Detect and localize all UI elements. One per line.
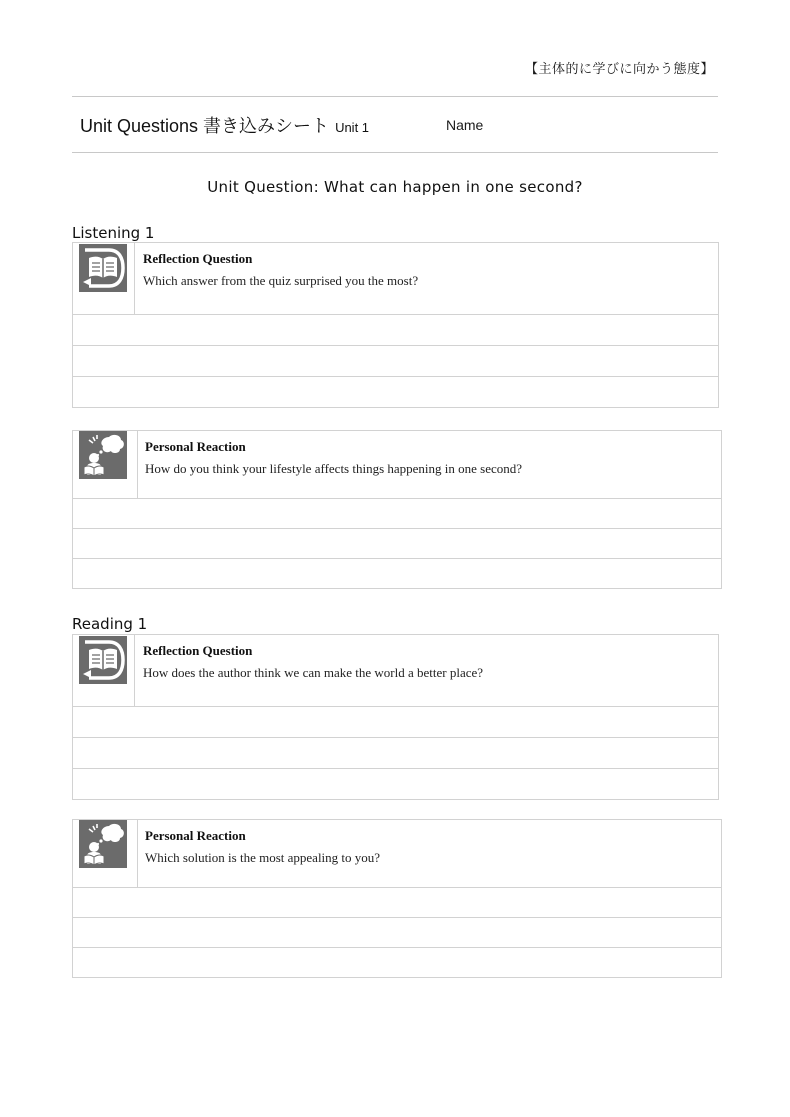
answer-line[interactable] [73, 769, 718, 799]
attitude-label: 【主体的に学びに向かう態度】 [524, 62, 714, 77]
icon-column [73, 635, 135, 706]
reaction-card-reading [72, 819, 722, 978]
reaction-question: Which solution is the most appealing to you? [145, 850, 381, 865]
reaction-card-listening [72, 430, 722, 589]
reaction-question: How do you think your lifestyle affects things happening in one second? [145, 461, 523, 476]
answer-line[interactable] [73, 918, 721, 948]
reflection-question: How does the author think we can make the world a better place? [143, 665, 484, 680]
reaction-title: Personal Reaction [145, 439, 246, 454]
icon-column [73, 243, 135, 314]
reflection-title: Reflection Question [143, 251, 253, 266]
reaction-header [73, 820, 721, 888]
answer-line[interactable] [73, 346, 718, 377]
answer-line[interactable] [73, 315, 718, 346]
unit-question: Unit Question: What can happen in one second? [207, 178, 583, 196]
book-icon [79, 244, 127, 292]
header-top-rule [72, 96, 718, 97]
reaction-header [73, 431, 721, 499]
section-label-listening: Listening 1 [72, 224, 155, 242]
answer-line[interactable] [73, 707, 718, 738]
book-icon [79, 636, 127, 684]
reflection-question: Which answer from the quiz surprised you the most? [143, 273, 419, 288]
answer-line[interactable] [73, 738, 718, 769]
reader-thought-icon [79, 820, 127, 868]
answer-line[interactable] [73, 377, 718, 407]
unit-label: Unit 1 [335, 120, 370, 135]
worksheet-title-text: Unit Questions 書き込みシート [80, 116, 330, 136]
reflection-card-reading [72, 634, 719, 800]
reaction-title: Personal Reaction [145, 828, 246, 843]
reader-thought-icon [79, 431, 127, 479]
section-label-reading: Reading 1 [72, 615, 148, 633]
reflection-header [73, 635, 718, 707]
answer-line[interactable] [73, 559, 721, 588]
reflection-title: Reflection Question [143, 643, 253, 658]
icon-column [73, 431, 138, 498]
icon-column [73, 820, 138, 887]
answer-line[interactable] [73, 948, 721, 977]
header-bottom-rule [72, 152, 718, 153]
answer-line[interactable] [73, 499, 721, 529]
answer-line[interactable] [73, 888, 721, 918]
reflection-header [73, 243, 718, 315]
answer-line[interactable] [73, 529, 721, 559]
worksheet-title [80, 112, 369, 138]
reflection-card-listening [72, 242, 719, 408]
name-label: Name [446, 117, 484, 133]
